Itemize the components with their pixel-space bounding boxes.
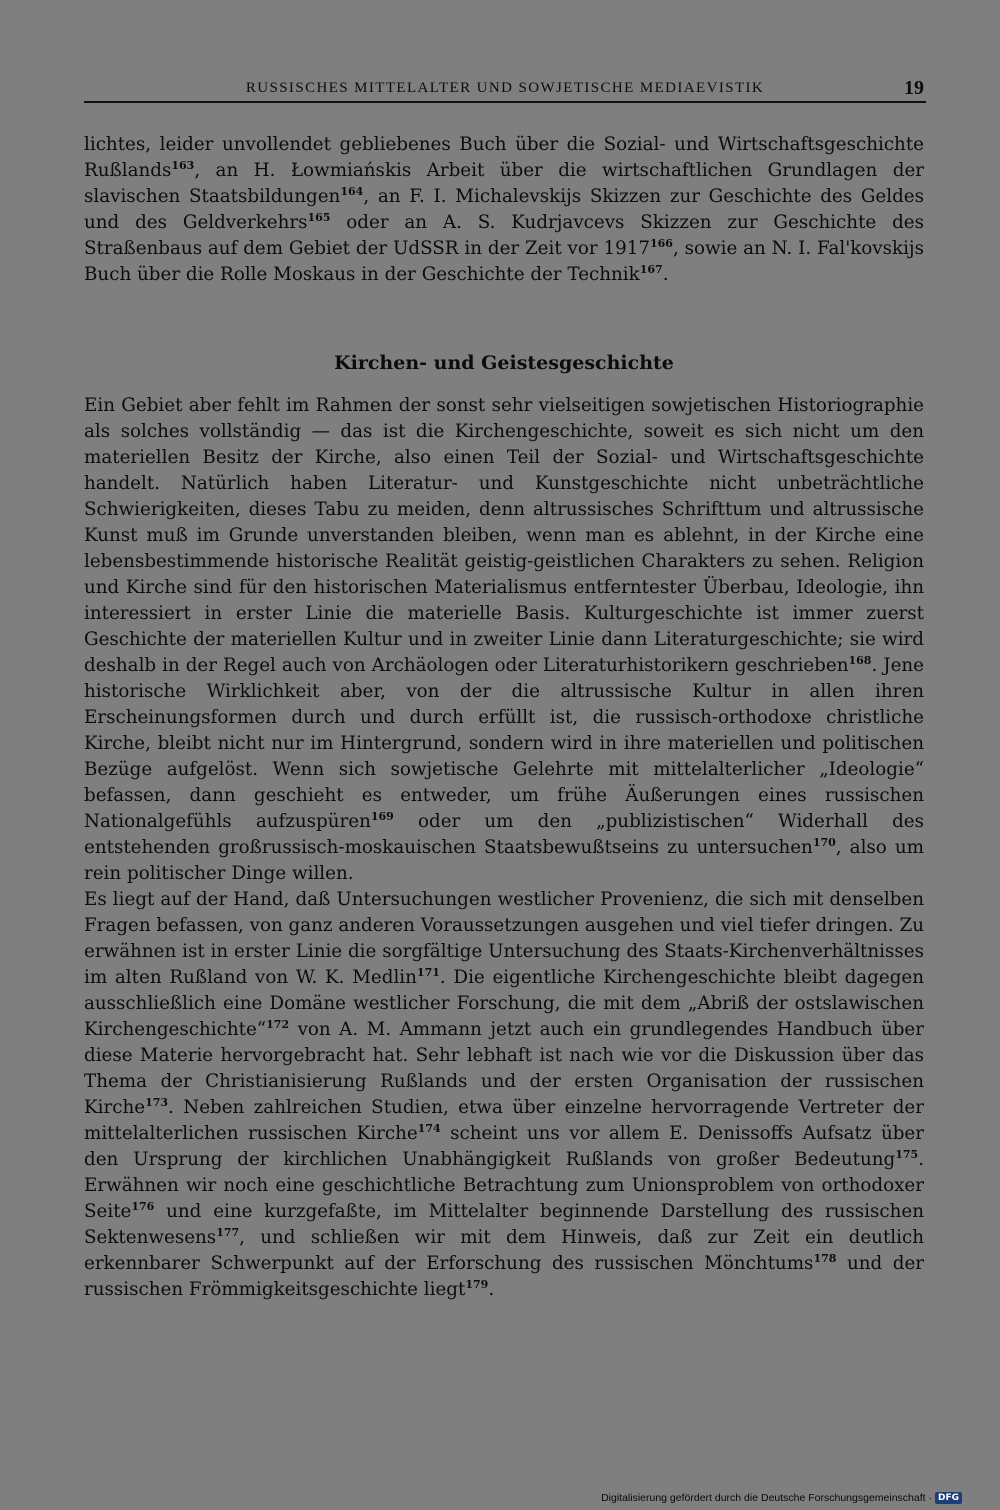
section-body: [84, 393, 924, 1303]
footnote-marker: 178: [813, 1252, 837, 1265]
footnote-marker: 179: [465, 1278, 489, 1291]
footnote-marker: 166: [649, 237, 673, 250]
dfg-logo-icon: DFG: [935, 1492, 962, 1504]
paragraph: Es liegt auf der Hand, daß Untersuchungen westlicher Provenienz, die sich mit denselben Fragen befassen, von ganz anderen Voraussetzungen ausgehen und viel tiefer dringen. Zu erwähnen ist in erster Linie die sorgfältige Untersuchung des Staats-Kirchenverhältnisses im alten Rußland von W. K. Medlin$^{171}$. Die eigentliche Kirchengeschichte bleibt dagegen ausschließlich eine Domäne westlicher Forschung, die mit dem „Abriß der ostslawischen Kirchengeschichte“$^{172}$ von A. M. Ammann jetzt auch ein grundlegendes Handbuch über diese Materie hervorgebracht hat. Sehr lebhaft ist nach wie vor die Diskussion über das Thema der Christianisierung Rußlands und der ersten Organisation der russischen Kirche$^{173}$. Neben zahlreichen Studien, etwa über einzelne hervorragende Vertreter der mittelalterlichen russischen Kirche$^{174}$ scheint uns vor allem E. Denissoffs Aufsatz über den Ursprung der kirchlichen Unabhängigkeit Rußlands von großer Bedeutung$^{175}$. Erwähnen wir noch eine geschichtliche Betrachtung zum Unionsproblem von orthodoxer Seite$^{176}$ und eine kurzgefaßte, im Mittelalter beginnende Darstellung des russischen Sektenwesens$^{177}$, und schließen wir mit dem Hinweis, daß zur Zeit ein deutlich erkennbarer Schwerpunkt auf der Erforschung des russischen Mönchtums$^{178}$ und der russischen Frömmigkeitsgeschichte liegt$^{179}$.: [84, 889, 925, 1300]
paragraph: Ein Gebiet aber fehlt im Rahmen der sonst sehr vielseitigen sowjetischen Historiographie als solches vollständig — das ist die Kirchengeschichte, soweit es sich nicht um den materiellen Besitz der Kirche, also einen Teil der Sozial- und Wirtschaftsgeschichte handelt. Natürlich haben Literatur- und Kunstgeschichte nicht unbeträchtliche Schwierigkeiten, dieses Tabu zu meiden, denn altrussisches Schrifttum und altrussische Kunst muß im Grunde unverstanden bleiben, wenn man es ablehnt, in der Kirche eine lebensbestimmende historische Realität geistig-geistlichen Charakters zu sehen. Religion und Kirche sind für den historischen Materialismus entferntester Überbau, Ideologie, ihn interessiert in erster Linie die materielle Basis. Kulturgeschichte ist immer zuerst Geschichte der materiellen Kultur und in zweiter Linie dann Literaturgeschichte; sie wird deshalb in der Regel auch von Archäologen oder Literaturhistorikern geschrieben$^{168}$. Jene historische Wirklichkeit aber, von der die altrussische Kultur in allen ihren Erscheinungsformen durch und durch erfüllt ist, die russisch-orthodoxe christliche Kirche, bleibt nicht nur im Hintergrund, sondern wird in ihre materiellen und politischen Bezüge aufgelöst. Wenn sich sowjetische Gelehrte mit mittelalterlicher „Ideologie“ befassen, dann geschieht es entweder, um frühe Äußerungen eines russischen Nationalgefühls aufzuspüren$^{169}$ oder um den „publizistischen“ Widerhall des entstehenden großrussisch-moskauischen Staatsbewußtseins zu untersuchen$^{170}$, also um rein politischer Dinge willen.: [84, 395, 924, 884]
page-number: 19: [904, 77, 924, 99]
footnote-marker: 174: [417, 1122, 441, 1135]
footnote-marker: 172: [266, 1018, 290, 1031]
digitization-credit: [601, 1491, 962, 1505]
running-head-title: RUSSISCHES MITTELALTER UND SOWJETISCHE MEDIAEVISTIK: [245, 80, 765, 96]
footnote-marker: 168: [848, 654, 872, 667]
credit-text: Digitalisierung gefördert durch die Deutsche Forschungsgemeinschaft ·: [601, 1492, 932, 1504]
footnote-marker: 171: [416, 966, 440, 979]
footnote-marker: 165: [307, 211, 331, 224]
footnote-marker: 173: [145, 1096, 169, 1109]
section-heading: Kirchen- und Geistesgeschichte: [334, 352, 674, 374]
footnote-marker: 175: [895, 1148, 919, 1161]
footnote-marker: 169: [370, 810, 394, 823]
running-header: [84, 78, 926, 100]
paragraph: lichtes, leider unvollendet gebliebenes Buch über die Sozial- und Wirtschaftsgeschichte Rußlands$^{163}$, an H. Łowmiańskis Arbeit über die wirtschaftlichen Grundlagen der slavischen Staatsbildungen$^{164}$, an F. I. Michalevskijs Skizzen zur Geschichte des Geldes und des Geldverkehrs$^{165}$ oder an A. S. Kudrjavcevs Skizzen zur Geschichte des Straßenbaus auf dem Gebiet der UdSSR in der Zeit vor 1917$^{166}$, sowie an N. I. Fal'kovskijs Buch über die Rolle Moskaus in der Geschichte der Technik$^{167}$.: [84, 134, 924, 285]
footnote-marker: 170: [812, 836, 836, 849]
footnote-marker: 163: [171, 159, 195, 172]
footnote-marker: 176: [131, 1200, 155, 1213]
footnote-marker: 177: [216, 1226, 240, 1239]
footnote-marker: 164: [340, 185, 364, 198]
footnote-marker: 167: [639, 263, 663, 276]
continuation-paragraph: [84, 132, 924, 288]
header-rule: [84, 101, 926, 103]
